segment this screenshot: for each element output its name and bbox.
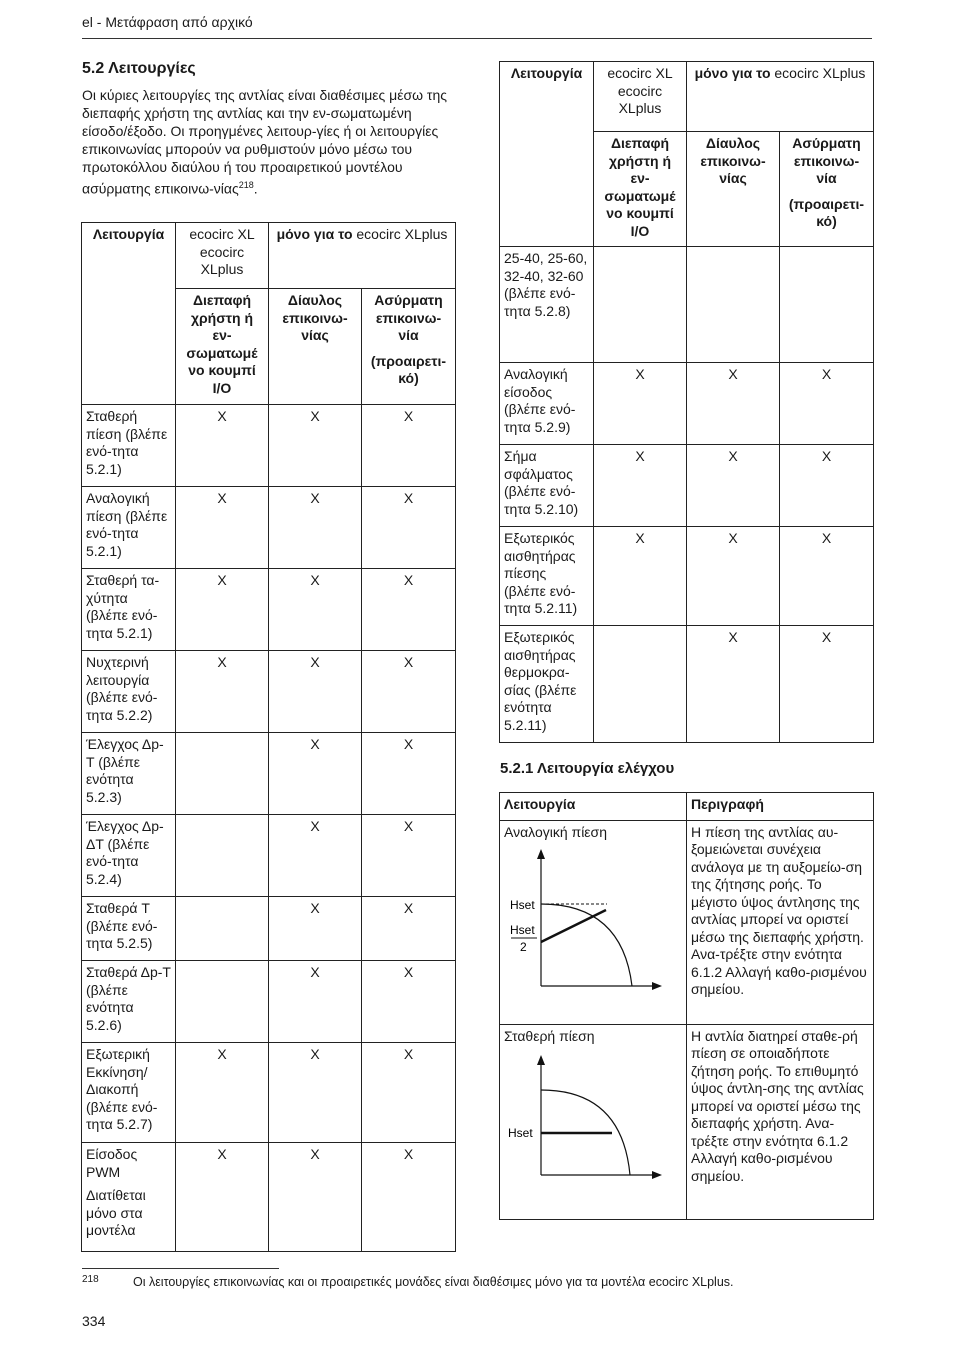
col-function-header: Λειτουργία	[500, 793, 687, 821]
wireless-support-cell: X	[362, 815, 456, 897]
col-wireless-header: Ασύρματη επικοινω-νία (προαιρετι-κό)	[362, 289, 456, 405]
col-models-header: ecocirc XL ecocirc XLplus	[594, 62, 687, 132]
function-name-cell	[500, 363, 594, 445]
table-row	[500, 247, 874, 363]
function-name-cell	[82, 1143, 176, 1252]
mode-name: Σταθερή πίεση	[504, 1027, 595, 1044]
ui-support-cell	[176, 733, 269, 815]
ui-support-cell: X	[176, 651, 269, 733]
section-title: 5.2 Λειτουργίες	[82, 60, 196, 77]
ui-support-cell: X	[594, 527, 687, 626]
footnote-ref: 218	[238, 180, 254, 190]
function-name: Εξωτερική Εκκίνηση/ Διακοπή (βλέπε ενό-τητα 5.2.7)	[86, 1046, 158, 1132]
description-cell: Η πίεση της αντλίας αυ-ξομειώνεται συνέχεια ανάλογα με τη αυξομείω-ση της ζήτησης ροής. Το μέγιστο ύψος άντλησης της αντλίας μπορεί να οριστεί μέσω της διεπαφής χρήστη. Ανα-τρέξτε στην ενότητα 6.1.2 Αλλαγή καθο-ρισμένου σημείου.	[687, 820, 874, 1024]
table-row	[82, 405, 456, 487]
running-header: el - Μετάφραση από αρχικό	[82, 14, 253, 30]
table-row	[82, 733, 456, 815]
ui-support-cell: X	[176, 569, 269, 651]
col-wireless-header: Ασύρματη επικοινω-νία (προαιρετι-κό)	[780, 132, 874, 247]
footnote-number: 218	[82, 1274, 99, 1285]
wireless-support-cell: X	[362, 1043, 456, 1143]
bus-support-cell: X	[269, 1143, 362, 1252]
bus-support-cell	[687, 247, 780, 363]
function-note: Διατίθεται μόνο στα μοντέλα	[86, 1187, 146, 1238]
bus-support-cell: X	[269, 961, 362, 1043]
col-function-header: Λειτουργία	[500, 62, 594, 247]
wireless-support-cell	[780, 247, 874, 363]
function-name: Έλεγχος Δp-ΔT (βλέπε ενό-τητα 5.2.4)	[86, 818, 164, 887]
table-row	[82, 1143, 456, 1252]
function-name: Νυχτερινή λειτουργία (βλέπε ενό-τητα 5.2.2)	[86, 654, 158, 723]
table-row	[82, 651, 456, 733]
y-axis-arrow	[537, 1055, 545, 1065]
footnote-text: Οι λειτουργίες επικοινωνίας και οι προαιρετικές μονάδες είναι διαθέσιμες μόνο για τα μοντέλα ecocirc XLplus.	[133, 1275, 734, 1289]
wireless-support-cell: X	[362, 733, 456, 815]
functions-table-left	[81, 222, 456, 1252]
wireless-support-cell: X	[362, 1143, 456, 1252]
table-row	[82, 961, 456, 1043]
col-description-header: Περιγραφή	[687, 793, 874, 821]
ui-support-cell: X	[594, 445, 687, 527]
col-ui-header: Διεπαφή χρήστη ή εν-σωματωμέ νο κουμπί I/O	[594, 132, 687, 247]
col-ui-header: Διεπαφή χρήστη ή εν-σωματωμέ νο κουμπί I/O	[176, 289, 269, 405]
function-name: 25-40, 25-60, 32-40, 32-60 (βλέπε ενό-τητα 5.2.8)	[504, 250, 588, 319]
intro-text: Οι κύριες λειτουργίες της αντλίας είναι διαθέσιμες μέσω της διεπαφής χρήστη της αντλίας και την εν-σωματωμένη είσοδο/έξοδο. Οι προηγμένες λειτουρ-γίες ή οι λειτουργίες επικοινωνίας μπορούν να ρυθμιστούν μόνο μέσω του πρωτοκόλλου διαύλου ή του προαιρετικού μοντέλου ασύρματης επικοινω-νίας	[82, 87, 447, 197]
table-row	[82, 487, 456, 569]
function-name: Είσοδος PWM	[86, 1146, 138, 1180]
max-curve	[541, 904, 632, 986]
hset-half-label: Hset	[510, 923, 535, 937]
wireless-support-cell: X	[362, 569, 456, 651]
wireless-support-cell: X	[780, 445, 874, 527]
intro-paragraph	[82, 86, 454, 198]
col-bus-header: Δίαυλος επικοινω-νίας	[269, 289, 362, 405]
ui-support-cell: X	[594, 363, 687, 445]
function-name-cell	[82, 405, 176, 487]
function-name-cell	[82, 733, 176, 815]
wireless-support-cell: X	[362, 651, 456, 733]
ui-support-cell	[176, 961, 269, 1043]
function-name: Αναλογική πίεση (βλέπε ενό-τητα 5.2.1)	[86, 490, 168, 559]
bus-support-cell: X	[269, 651, 362, 733]
page-number: 334	[82, 1313, 106, 1329]
subsection-title: 5.2.1 Λειτουργία ελέγχου	[500, 760, 675, 777]
control-modes-table	[499, 792, 874, 1220]
ui-support-cell: X	[176, 405, 269, 487]
hset-label: Hset	[508, 1126, 533, 1140]
y-axis-arrow	[537, 849, 545, 859]
table-row	[500, 820, 874, 1024]
function-name: Σταθερή πίεση (βλέπε ενό-τητα 5.2.1)	[86, 408, 168, 477]
function-name: Έλεγχος Δp-T (βλέπε ενότητα 5.2.3)	[86, 736, 164, 805]
hset-label: Hset	[510, 898, 535, 912]
col-function-header: Λειτουργία	[82, 223, 176, 405]
x-axis-arrow	[652, 982, 662, 990]
table-header-row	[500, 793, 874, 821]
wireless-support-cell: X	[362, 487, 456, 569]
wireless-support-cell: X	[362, 961, 456, 1043]
bus-support-cell: X	[269, 569, 362, 651]
bus-support-cell: X	[269, 1043, 362, 1143]
wireless-support-cell: X	[362, 405, 456, 487]
function-name-cell	[500, 527, 594, 626]
table-row	[82, 897, 456, 961]
function-name: Σταθερή τα-χύτητα (βλέπε ενό-τητα 5.2.1)	[86, 572, 160, 641]
constant-pressure-diagram	[504, 1045, 674, 1195]
bus-support-cell: X	[269, 733, 362, 815]
mode-cell	[500, 1024, 687, 1219]
table-header-row	[82, 223, 456, 289]
table-row	[500, 1024, 874, 1219]
table-row	[500, 445, 874, 527]
function-name: Αναλογική είσοδος (βλέπε ενό-τητα 5.2.9)	[504, 366, 576, 435]
col-models-header: ecocirc XL ecocirc XLplus	[176, 223, 269, 289]
function-name-cell	[82, 487, 176, 569]
functions-table-right	[499, 61, 874, 743]
bus-support-cell: X	[269, 487, 362, 569]
function-name-cell	[82, 897, 176, 961]
wireless-support-cell: X	[362, 897, 456, 961]
function-name-cell	[82, 815, 176, 897]
bus-support-cell: X	[687, 445, 780, 527]
function-name: Σταθερά T (βλέπε ενό-τητα 5.2.5)	[86, 900, 158, 951]
x-axis-arrow	[652, 1171, 662, 1179]
function-name-cell	[500, 445, 594, 527]
col-xlplus-only-header: μόνο για το ecocirc XLplus	[269, 223, 456, 289]
header-divider	[82, 38, 872, 39]
function-name-cell	[82, 961, 176, 1043]
function-name: Εξωτερικός αισθητήρας πίεσης (βλέπε ενό-τητα 5.2.11)	[504, 530, 578, 616]
proportional-pressure-diagram	[504, 841, 674, 991]
mode-cell	[500, 820, 687, 1024]
col-xlplus-only-header: μόνο για το ecocirc XLplus	[687, 62, 874, 132]
table-row	[82, 1043, 456, 1143]
function-name: Σταθερά Δp-T (βλέπε ενότητα 5.2.6)	[86, 964, 171, 1033]
bus-support-cell: X	[687, 363, 780, 445]
ui-support-cell: X	[176, 1143, 269, 1252]
table-row	[500, 527, 874, 626]
ui-support-cell	[594, 626, 687, 743]
table-row	[82, 815, 456, 897]
table-row	[82, 569, 456, 651]
function-name-cell	[82, 569, 176, 651]
wireless-support-cell: X	[780, 626, 874, 743]
mode-name: Αναλογική πίεση	[504, 823, 607, 840]
table-header-row	[500, 62, 874, 132]
wireless-support-cell: X	[780, 363, 874, 445]
ui-support-cell: X	[176, 1043, 269, 1143]
divisor-label: 2	[520, 940, 527, 954]
function-name-cell	[500, 247, 594, 363]
function-name-cell	[500, 626, 594, 743]
ui-support-cell	[594, 247, 687, 363]
ui-support-cell	[176, 815, 269, 897]
bus-support-cell: X	[269, 815, 362, 897]
table-row	[500, 626, 874, 743]
function-name-cell	[82, 651, 176, 733]
intro-end: .	[253, 180, 258, 197]
function-name: Σήμα σφάλματος (βλέπε ενό-τητα 5.2.10)	[504, 448, 579, 517]
bus-support-cell: X	[269, 405, 362, 487]
col-bus-header: Δίαυλος επικοινω-νίας	[687, 132, 780, 247]
wireless-support-cell: X	[780, 527, 874, 626]
description-cell: Η αντλία διατηρεί σταθε-ρή πίεση σε οποιαδήποτε ζήτηση ροής. Το επιθυμητό ύψος άντλη-σης της αντλίας μπορεί να οριστεί μέσω της διεπαφής χρήστη. Ανα-τρέξτε στην ενότητα 6.1.2 Αλλαγή καθο-ρισμένου σημείου.	[687, 1024, 874, 1219]
ui-support-cell: X	[176, 487, 269, 569]
function-name: Εξωτερικός αισθητήρας θερμοκρα-σίας (βλέπε ενότητα 5.2.11)	[504, 629, 577, 733]
proportional-line	[541, 910, 606, 942]
bus-support-cell: X	[687, 527, 780, 626]
function-name-cell	[82, 1043, 176, 1143]
bus-support-cell: X	[269, 897, 362, 961]
ui-support-cell	[176, 897, 269, 961]
bus-support-cell: X	[687, 626, 780, 743]
footnote-divider	[82, 1268, 279, 1269]
table-row	[500, 363, 874, 445]
